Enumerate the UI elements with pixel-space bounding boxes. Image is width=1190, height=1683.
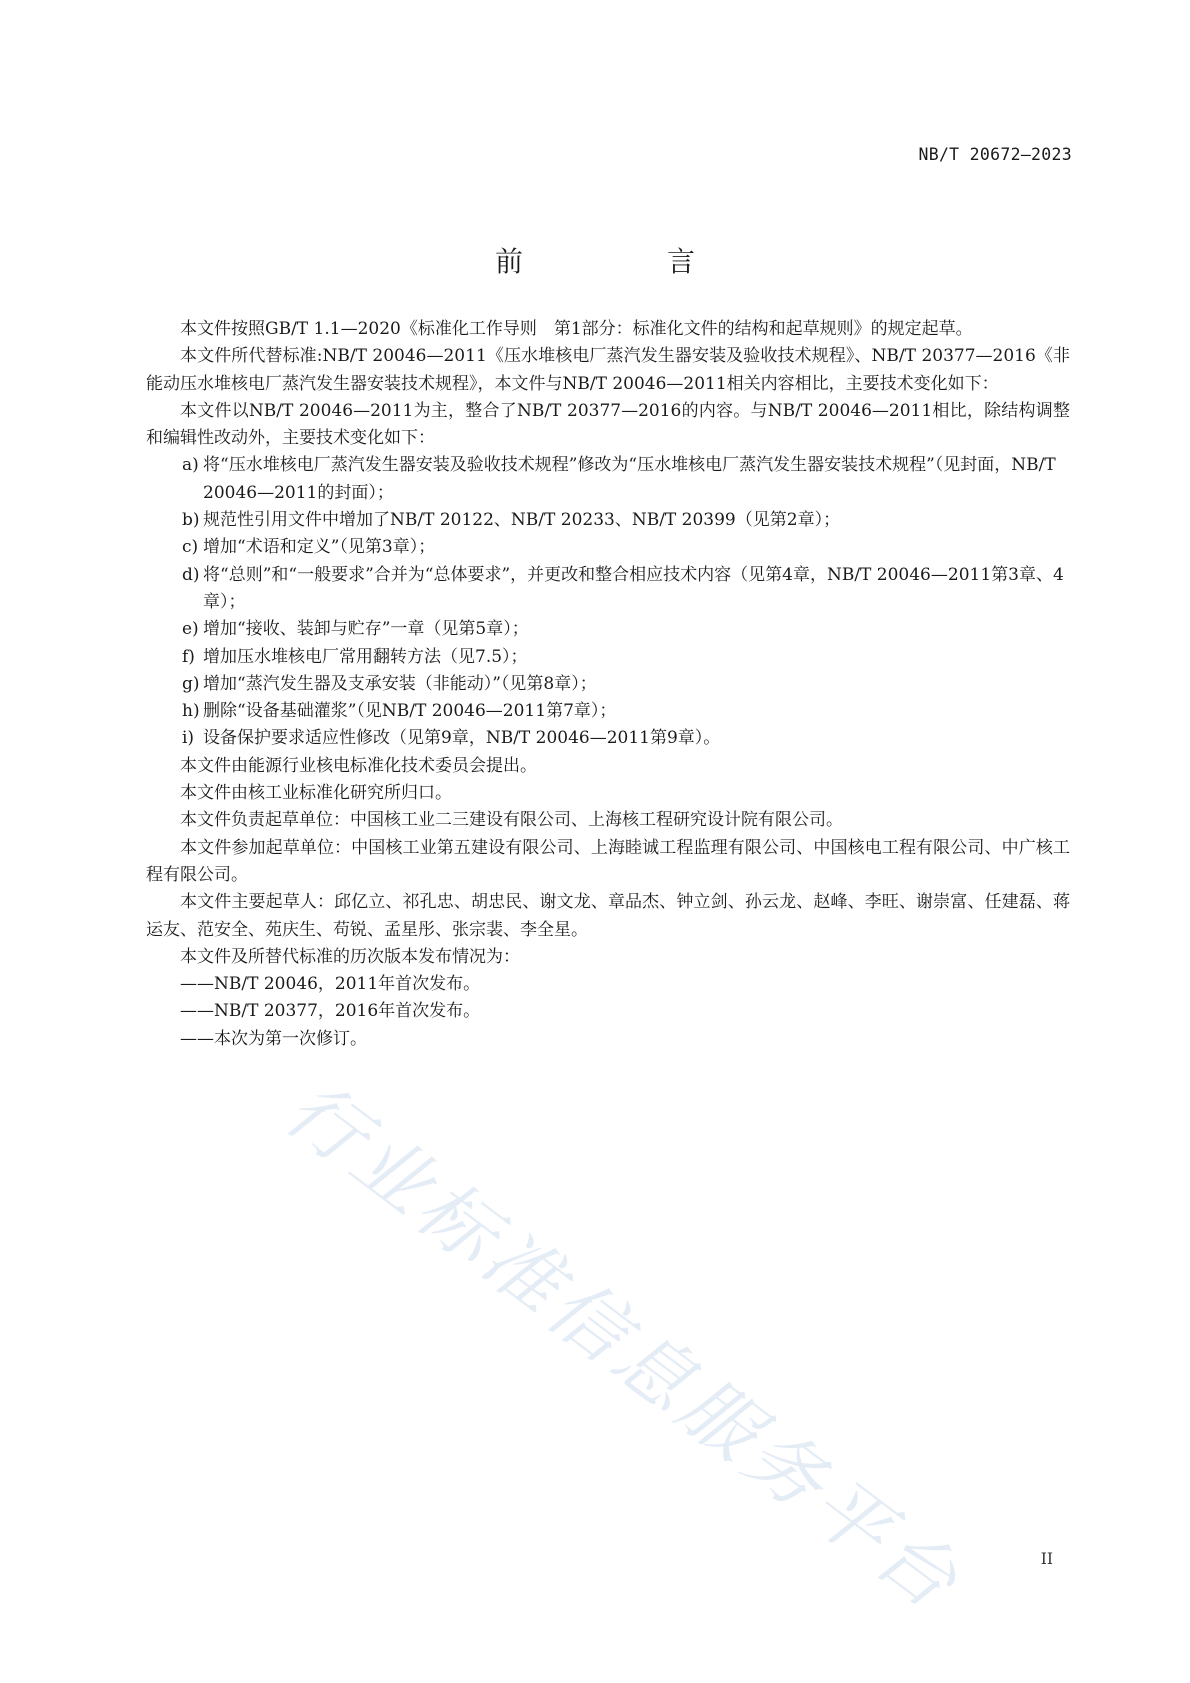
list-item bbox=[146, 452, 1070, 507]
standard-number: NB/T 20672—2023 bbox=[918, 145, 1072, 164]
list-item bbox=[146, 671, 1070, 698]
intro-paragraph: 本文件以NB/T 20046—2011为主，整合了NB/T 20377—2016的内容。与NB/T 20046—2011相比，除结构调整和编辑性改动外，主要技术变化如下： bbox=[146, 400, 1070, 449]
page-title: 前 言 bbox=[494, 245, 753, 278]
page-number: II bbox=[1040, 1550, 1053, 1568]
list-text: 将“总则”和“一般要求”合并为“总体要求”，并更改和整合相应技术内容（见第4章，NB/T 20046—2011第3章、4章）； bbox=[203, 564, 1064, 612]
body-paragraph: 本文件参加起草单位：中国核工业第五建设有限公司、上海睦诚工程监理有限公司、中国核电工程有限公司、中广核工程有限公司。 bbox=[146, 837, 1070, 885]
list-item bbox=[146, 644, 1070, 671]
list-text: 增加“接收、装卸与贮存”一章（见第5章）； bbox=[203, 619, 529, 640]
body-paragraph: 本文件主要起草人：邱亿立、祁孔忠、胡忠民、谢文龙、章品杰、钟立剑、孙云龙、赵峰、李旺、谢崇富、任建磊、蒋运友、范安全、苑庆生、苟锐、孟星彤、张宗裴、李全星。 bbox=[146, 892, 1070, 940]
body-paragraph: 本文件由核工业标准化研究所归口。 bbox=[180, 783, 452, 804]
body-paragraph: 本文件及所替代标准的历次版本发布情况为： bbox=[180, 946, 520, 967]
list-text: 规范性引用文件中增加了NB/T 20122、NB/T 20233、NB/T 20399（见第2章）； bbox=[203, 510, 841, 531]
list-text: 将“压水堆核电厂蒸汽发生器安装及验收技术规程”修改为“压水堆核电厂蒸汽发生器安装技术规程”（见封面，NB/T 20046—2011的封面）； bbox=[203, 455, 1056, 503]
history-item: ——本次为第一次修订。 bbox=[180, 1028, 367, 1049]
list-marker: i) bbox=[182, 728, 195, 749]
list-marker: h) bbox=[182, 701, 200, 722]
list-item bbox=[146, 507, 1070, 534]
list-text: 增加“蒸汽发生器及支承安装（非能动）”（见第8章）； bbox=[203, 673, 597, 694]
document-body bbox=[146, 316, 1070, 1053]
list-marker: c) bbox=[182, 537, 199, 558]
list-text: 删除“设备基础灌浆”（见NB/T 20046—2011第7章）； bbox=[203, 701, 617, 722]
list-item bbox=[146, 698, 1070, 725]
history-item: ——NB/T 20046，2011年首次发布。 bbox=[180, 974, 481, 995]
list-text: 设备保护要求适应性修改（见第9章，NB/T 20046—2011第9章）。 bbox=[203, 728, 721, 749]
list-item bbox=[146, 534, 1070, 561]
body-paragraph: 本文件由能源行业核电标准化技术委员会提出。 bbox=[180, 755, 537, 776]
list-item bbox=[146, 562, 1070, 617]
watermark: 行业标准信息服务平台 bbox=[269, 1063, 979, 1629]
list-item bbox=[146, 725, 1070, 752]
list-marker: d) bbox=[182, 564, 200, 585]
history-item: ——NB/T 20377，2016年首次发布。 bbox=[180, 1001, 481, 1022]
intro-paragraph: 本文件按照GB/T 1.1—2020《标准化工作导则 第1部分：标准化文件的结构和起草规则》的规定起草。 bbox=[180, 319, 973, 339]
body-paragraph: 本文件负责起草单位：中国核工业二三建设有限公司、上海核工程研究设计院有限公司。 bbox=[180, 810, 843, 831]
list-item bbox=[146, 616, 1070, 643]
list-text: 增加压水堆核电厂常用翻转方法（见7.5）； bbox=[203, 646, 528, 667]
intro-paragraph: 本文件所代替标准:NB/T 20046—2011《压水堆核电厂蒸汽发生器安装及验收技术规程》、NB/T 20377—2016《非能动压水堆核电厂蒸汽发生器安装技术规程》，本文件与NB/T 20046—2011相关内容相比，主要技术变化如下： bbox=[146, 346, 1070, 394]
list-marker: a) bbox=[182, 455, 199, 476]
list-marker: g) bbox=[182, 673, 200, 694]
list-marker: f) bbox=[182, 646, 195, 667]
list-marker: b) bbox=[182, 510, 200, 531]
list-marker: e) bbox=[182, 619, 199, 640]
list-text: 增加“术语和定义”（见第3章）； bbox=[203, 537, 436, 558]
